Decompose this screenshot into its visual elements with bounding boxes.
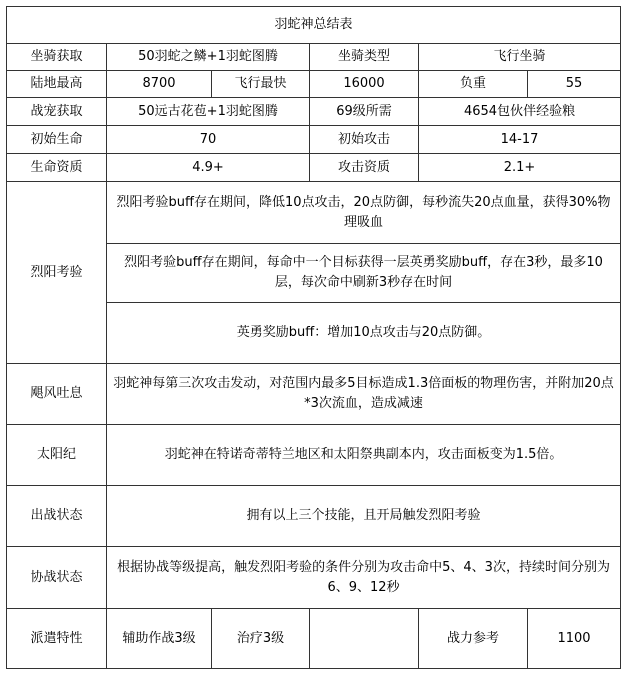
sun-trial-desc-2: 烈阳考验buff存在期间，每命中一个目标获得一层英勇奖励buff，存在3秒，最多10层，每次命中刷新3秒存在时间 [107, 244, 621, 303]
speed-row [7, 71, 621, 98]
pet-source-label: 战宠获取 [7, 98, 107, 126]
mount-source-label: 坐骑获取 [7, 44, 107, 71]
base-atk-value: 14-17 [419, 126, 621, 154]
assist-state-row [7, 547, 621, 609]
table-title: 羽蛇神总结表 [7, 7, 621, 44]
level-req-value: 4654包伙伴经验粮 [419, 98, 621, 126]
aptitude-row [7, 154, 621, 182]
dispatch-trait-2: 治疗3级 [212, 609, 310, 669]
base-atk-label: 初始攻击 [310, 126, 419, 154]
sun-trial-desc-1: 烈阳考验buff存在期间，降低10点攻击，20点防御，每秒流失20点血量，获得30%物理吸血 [107, 182, 621, 244]
sun-trial-desc-3: 英勇奖励buff：增加10点攻击与20点防御。 [107, 303, 621, 364]
hp-aptitude-label: 生命资质 [7, 154, 107, 182]
dispatch-trait-3 [310, 609, 419, 669]
summary-table [6, 6, 621, 669]
mount-type-label: 坐骑类型 [310, 44, 419, 71]
dispatch-row [7, 609, 621, 669]
mount-source-value: 50羽蛇之鳞+1羽蛇图腾 [107, 44, 310, 71]
base-hp-label: 初始生命 [7, 126, 107, 154]
gale-desc: 羽蛇神每第三次攻击发动，对范围内最多5目标造成1.3倍面板的物理伤害，并附加20点*3次流血，造成减速 [107, 364, 621, 425]
sun-trial-label: 烈阳考验 [7, 182, 107, 364]
mount-source-row [7, 44, 621, 71]
atk-aptitude-label: 攻击资质 [310, 154, 419, 182]
base-hp-value: 70 [107, 126, 310, 154]
load-value: 55 [528, 71, 621, 98]
fly-speed-label: 飞行最快 [212, 71, 310, 98]
hp-aptitude-value: 4.9+ [107, 154, 310, 182]
sun-era-row [7, 425, 621, 486]
mount-type-value: 飞行坐骑 [419, 44, 621, 71]
sun-trial-row-1 [7, 182, 621, 244]
gale-label: 飓风吐息 [7, 364, 107, 425]
pet-source-row [7, 98, 621, 126]
dispatch-trait-1: 辅助作战3级 [107, 609, 212, 669]
gale-row [7, 364, 621, 425]
pet-source-value: 50远古花苞+1羽蛇图腾 [107, 98, 310, 126]
power-value: 1100 [528, 609, 621, 669]
battle-state-row [7, 486, 621, 547]
assist-state-desc: 根据协战等级提高，触发烈阳考验的条件分别为攻击命中5、4、3次，持续时间分别为6、9、12秒 [107, 547, 621, 609]
battle-state-desc: 拥有以上三个技能，且开局触发烈阳考验 [107, 486, 621, 547]
dispatch-label: 派遣特性 [7, 609, 107, 669]
atk-aptitude-value: 2.1+ [419, 154, 621, 182]
battle-state-label: 出战状态 [7, 486, 107, 547]
land-speed-value: 8700 [107, 71, 212, 98]
sun-era-desc: 羽蛇神在特诺奇蒂特兰地区和太阳祭典副本内，攻击面板变为1.5倍。 [107, 425, 621, 486]
fly-speed-value: 16000 [310, 71, 419, 98]
title-row [7, 7, 621, 44]
load-label: 负重 [419, 71, 528, 98]
sun-era-label: 太阳纪 [7, 425, 107, 486]
land-speed-label: 陆地最高 [7, 71, 107, 98]
level-req-label: 69级所需 [310, 98, 419, 126]
assist-state-label: 协战状态 [7, 547, 107, 609]
power-label: 战力参考 [419, 609, 528, 669]
base-stats-row [7, 126, 621, 154]
